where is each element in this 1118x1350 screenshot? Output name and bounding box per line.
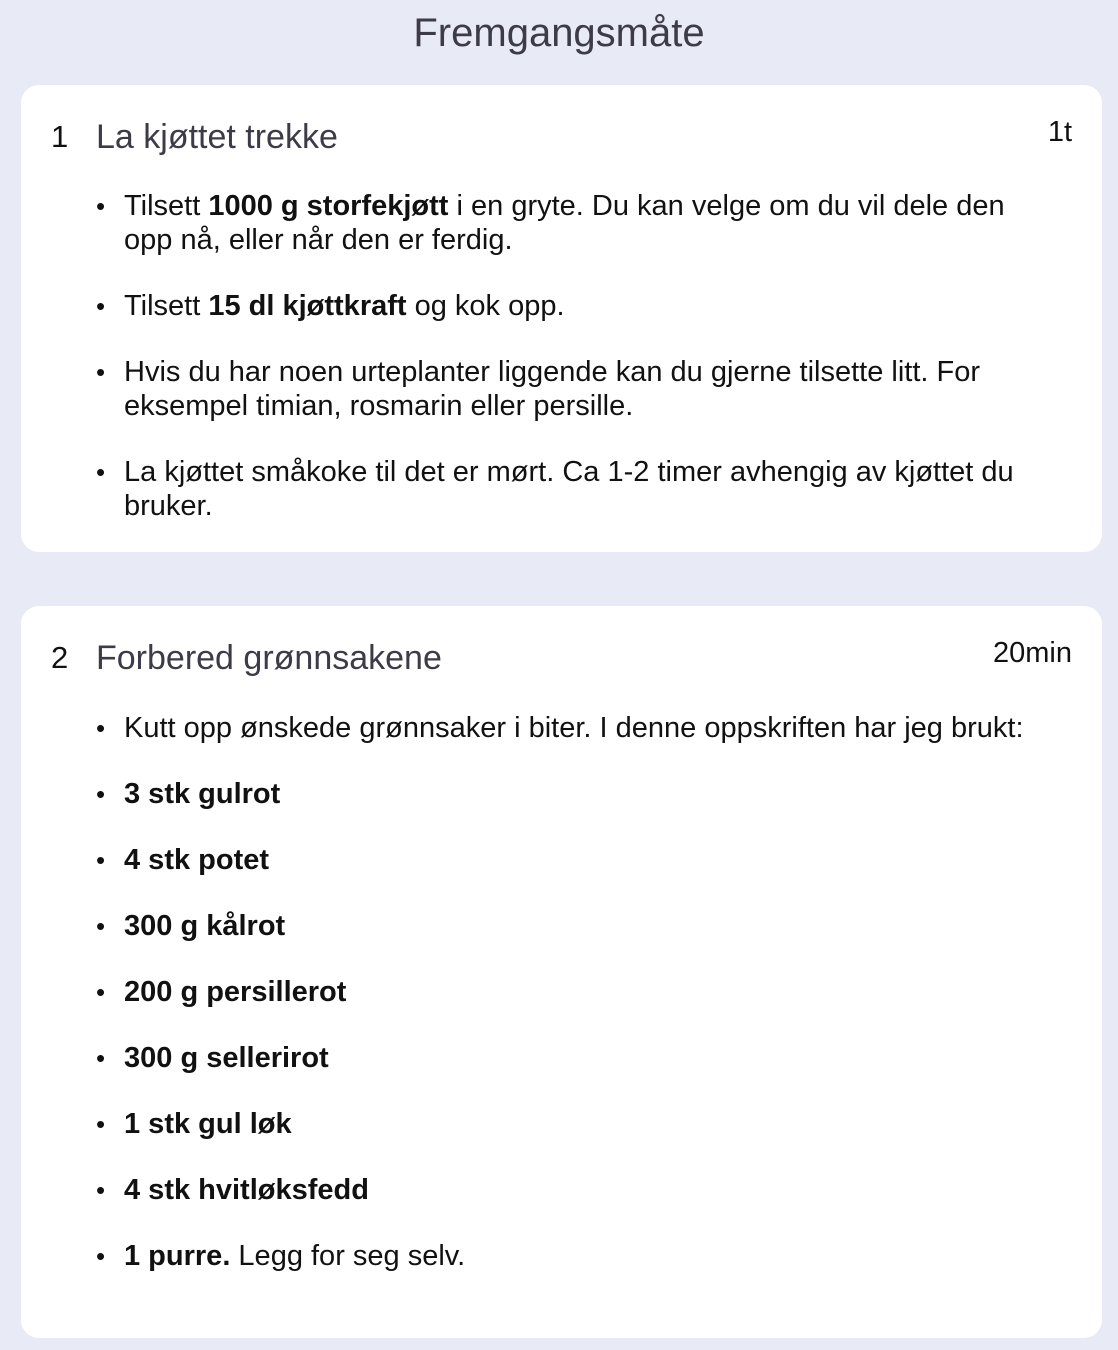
instruction-text: i en gryte. Du kan velge om du vil dele den opp nå, eller når den er ferdig. [124, 190, 1005, 256]
step-number: 2 [51, 640, 69, 675]
instruction-item [96, 455, 1056, 523]
ingredient-amount: 1 stk gul løk [124, 1108, 292, 1140]
instruction-item [96, 975, 1056, 1009]
ingredient-amount: 1000 g storfekjøtt [208, 190, 449, 222]
step-instructions [96, 189, 1056, 555]
instruction-text: Hvis du har noen urteplanter liggende kan du gjerne tilsette litt. For eksempel timian, rosmarin eller persille. [124, 356, 980, 422]
ingredient-amount: 4 stk potet [124, 844, 270, 876]
instruction-item [96, 355, 1056, 423]
instruction-item [96, 1041, 1056, 1075]
ingredient-amount: 300 g kålrot [124, 910, 286, 942]
ingredient-amount: 4 stk hvitløksfedd [124, 1174, 369, 1206]
ingredient-amount: 1 purre. [124, 1240, 231, 1272]
step-title: Forbered grønnsakene [96, 639, 442, 677]
ingredient-amount: 200 g persillerot [124, 976, 347, 1008]
step-time: 20min [993, 637, 1072, 669]
instruction-text: Legg for seg selv. [230, 1240, 466, 1272]
ingredient-amount: 15 dl kjøttkraft [208, 290, 407, 322]
instruction-item [96, 189, 1056, 257]
instruction-item [96, 289, 1056, 323]
instruction-item [96, 777, 1056, 811]
instruction-item [96, 1107, 1056, 1141]
ingredient-amount: 3 stk gulrot [124, 778, 281, 810]
instruction-text: Tilsett [124, 290, 209, 322]
instruction-item [96, 843, 1056, 877]
instruction-item [96, 1173, 1056, 1207]
instruction-item [96, 1239, 1056, 1273]
instruction-item [96, 711, 1056, 745]
instruction-text: Tilsett [124, 190, 209, 222]
instruction-text: La kjøttet småkoke til det er mørt. Ca 1-2 timer avhengig av kjøttet du bruker. [124, 456, 1014, 522]
step-time: 1t [1047, 116, 1072, 148]
step-instructions [96, 711, 1056, 1305]
instruction-text: og kok opp. [406, 290, 565, 322]
step-title: La kjøttet trekke [96, 118, 338, 156]
instruction-text: Kutt opp ønskede grønnsaker i biter. I denne oppskriften har jeg brukt: [124, 712, 1024, 744]
step-card-2 [21, 606, 1102, 1338]
instruction-item [96, 909, 1056, 943]
page-title: Fremgangsmåte [413, 11, 705, 55]
step-card-1 [21, 85, 1102, 552]
step-number: 1 [51, 119, 69, 154]
ingredient-amount: 300 g sellerirot [124, 1042, 329, 1074]
